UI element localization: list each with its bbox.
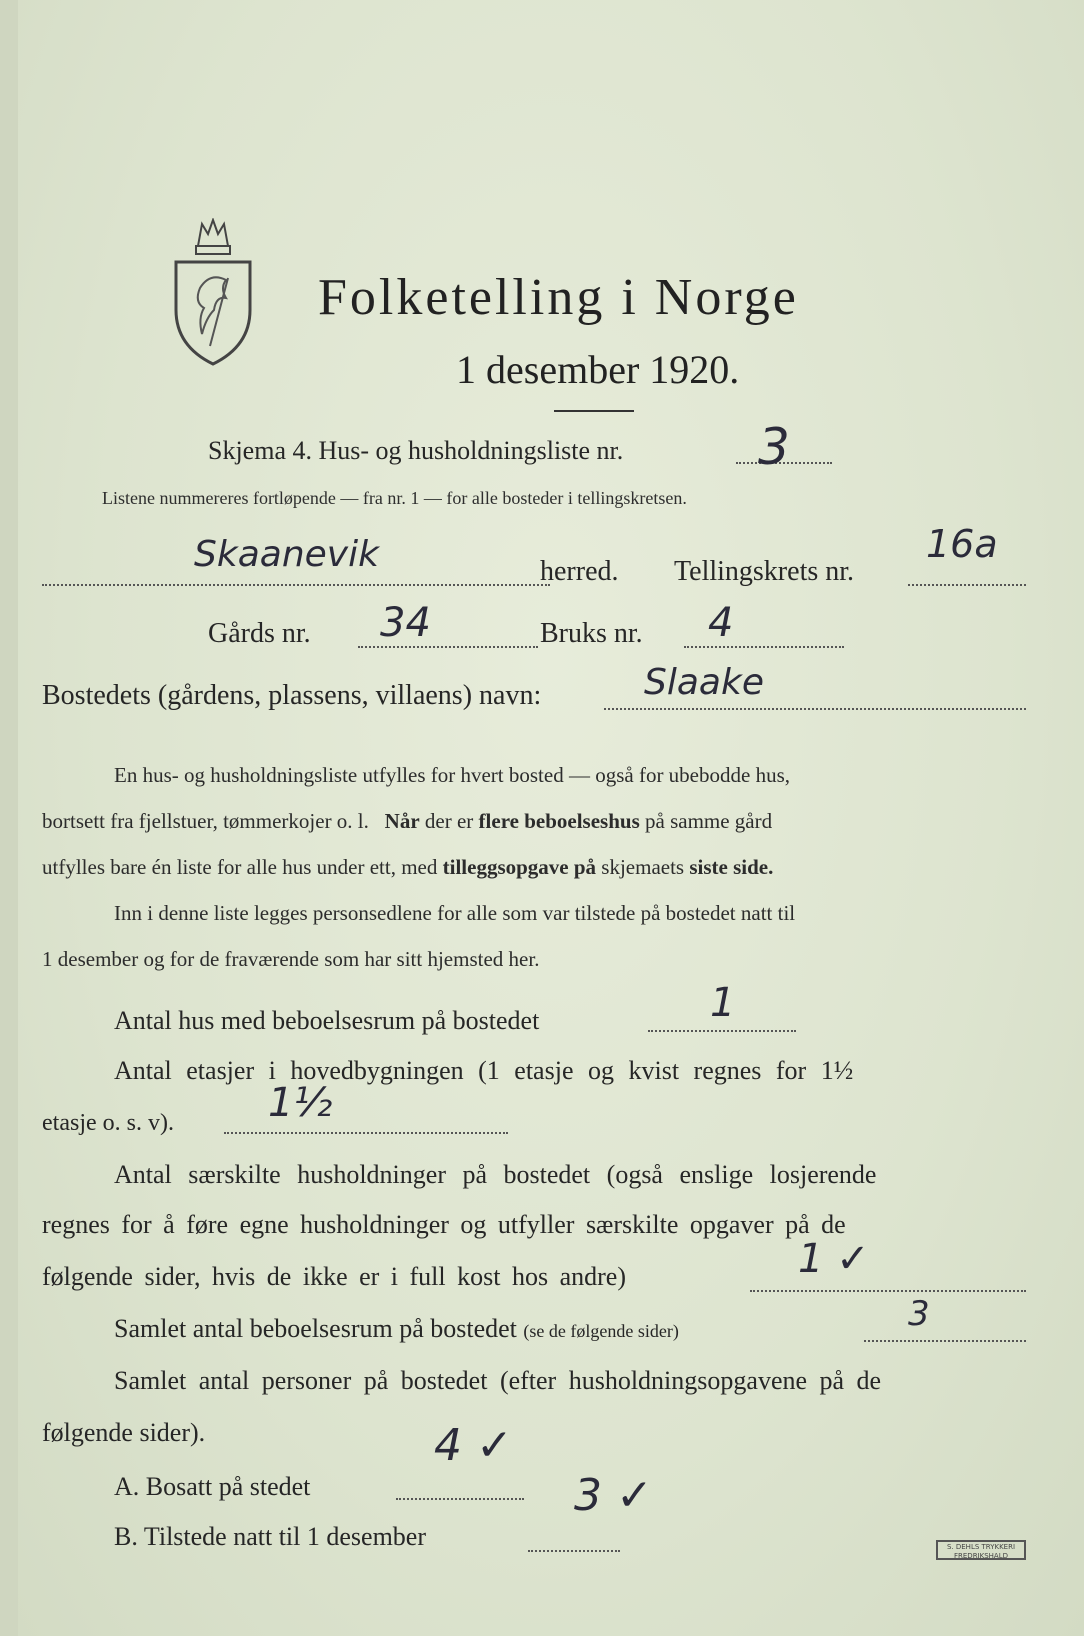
schema-label: Skjema 4. Hus- og husholdningsliste nr. [208, 436, 624, 465]
herred-value[interactable]: Skaanevik [194, 534, 379, 575]
instruction-text: utfylles bare én liste for alle hus under ett, med [42, 855, 438, 879]
instruction-text: bortsett fra fjellstuer, tømmerkojer o. l. [42, 809, 369, 833]
instruction-text: der er [424, 809, 474, 833]
coat-of-arms-icon [170, 218, 256, 368]
instruction-line: Inn i denne liste legges personsedlene for alle som var tilstede på bostedet natt til [114, 901, 796, 925]
q3-value[interactable]: 1 ✓ [798, 1236, 870, 1282]
qa-label: A. Bosatt på stedet [114, 1472, 311, 1501]
census-date: 1 desember 1920. [456, 347, 740, 392]
instruction-line: 1 desember og for de fraværende som har sitt hjemsted her. [42, 947, 540, 971]
bosted-value[interactable]: Slaake [644, 662, 764, 703]
qb-line [528, 1550, 620, 1552]
qa-line [396, 1498, 524, 1500]
gards-value[interactable]: 34 [380, 600, 431, 646]
printer-stamp [936, 1540, 1026, 1560]
stamp-line: S. DEHLS TRYKKERI [946, 1543, 1016, 1551]
instruction-text: flere beboelseshus [478, 809, 640, 833]
q3-line [750, 1290, 1026, 1292]
qa-value[interactable]: 4 ✓ [434, 1420, 513, 1471]
krets-label: Tellingskrets nr. [674, 556, 855, 587]
krets-value[interactable]: 16a [926, 522, 998, 566]
q1-line [648, 1030, 796, 1032]
q3-line1: Antal særskilte husholdninger på bostedet (også enslige losjerende [114, 1160, 877, 1189]
q1-label: Antal hus med beboelsesrum på bostedet [114, 1006, 540, 1035]
instruction-text: Når [384, 809, 420, 833]
instruction-line [42, 798, 772, 844]
schema-note: Listene nummereres fortløpende — fra nr. 1 — for alle bosteder i tellingskretsen. [102, 488, 687, 508]
q3-line3: følgende sider, hvis de ikke er i full kost hos andre) [42, 1262, 626, 1291]
qb-label: B. Tilstede natt til 1 desember [114, 1522, 426, 1551]
instruction-line: En hus- og husholdningsliste utfylles for hvert bosted — også for ubebodde hus, [114, 763, 790, 787]
qb-value[interactable]: 3 ✓ [574, 1470, 653, 1521]
krets-line [908, 584, 1026, 586]
q4-small-text: (se de følgende sider) [523, 1321, 679, 1341]
q2-line2: etasje o. s. v). [42, 1110, 174, 1136]
gards-line [358, 646, 538, 648]
instruction-text: siste side. [689, 855, 774, 879]
bruks-line [684, 646, 844, 648]
stamp-line: FREDRIKSHALD [953, 1552, 1008, 1560]
gards-label: Gårds nr. [208, 618, 311, 649]
q5-line1: Samlet antal personer på bostedet (efter husholdningsopgavene på de [114, 1366, 882, 1395]
q2-line1: Antal etasjer i hovedbygningen (1 etasje og kvist regnes for 1½ [114, 1056, 854, 1085]
title-divider [554, 410, 634, 412]
bruks-value[interactable]: 4 [708, 600, 734, 646]
instruction-text: tilleggsopgave på [442, 855, 597, 879]
q4-line [864, 1340, 1026, 1342]
instruction-text: på samme gård [645, 809, 773, 833]
q2-line [224, 1132, 508, 1134]
page-title: Folketelling i Norge [318, 269, 799, 326]
q5-line2: følgende sider). [42, 1418, 206, 1447]
bosted-label: Bostedets (gårdens, plassens, villaens) navn: [42, 680, 542, 711]
q4-value[interactable]: 3 [908, 1294, 930, 1334]
q4-label-text: Samlet antal beboelsesrum på bostedet [114, 1314, 517, 1343]
herred-line [42, 584, 550, 586]
instruction-line [42, 844, 773, 890]
schema-number-value[interactable]: 3 [758, 418, 790, 476]
q3-line2: regnes for å føre egne husholdninger og utfyller særskilte opgaver på de [42, 1210, 846, 1239]
q1-value[interactable]: 1 [710, 980, 736, 1026]
instruction-text: skjemaets [601, 855, 685, 879]
q2-value[interactable]: 1½ [268, 1080, 333, 1126]
herred-label: herred. [540, 556, 619, 587]
bruks-label: Bruks nr. [540, 618, 643, 649]
bosted-line [604, 708, 1026, 710]
q4-label [114, 1314, 679, 1344]
